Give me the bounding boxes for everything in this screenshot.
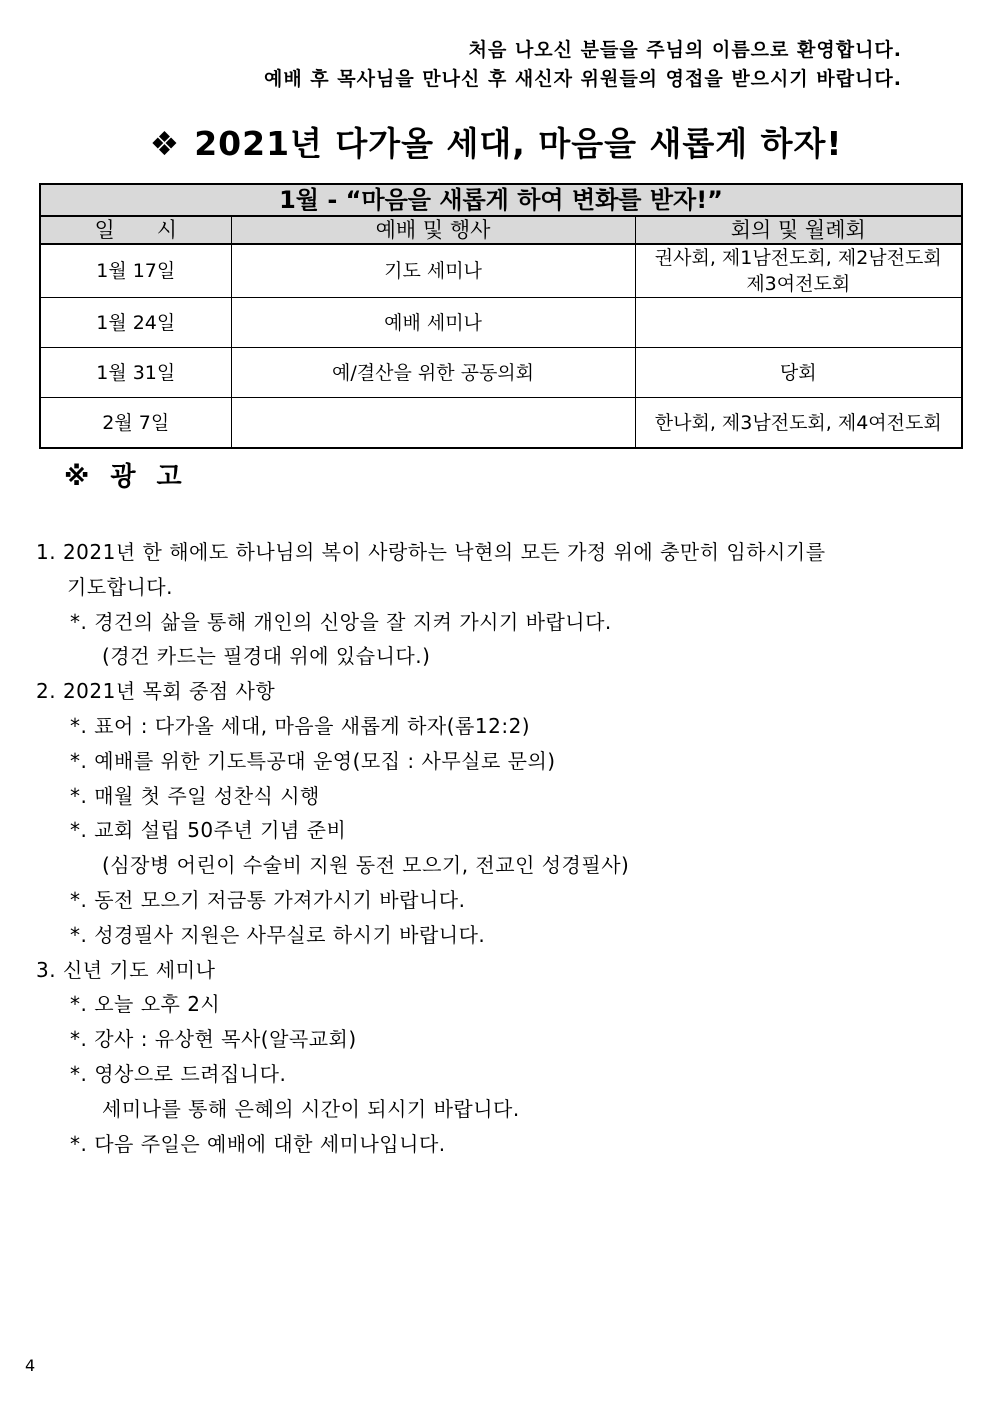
announcements-list: [36, 535, 946, 1161]
welcome-line-1: 처음 나오신 분들을 주님의 이름으로 환영합니다.: [468, 39, 902, 61]
schedule-table: [39, 183, 963, 449]
row-event: 예배 세미나: [231, 298, 635, 348]
announcement-item: 1. 2021년 한 해에도 하나님의 복이 사랑하는 낙현의 모든 가정 위에 충만히 임하시기를: [36, 540, 826, 564]
table-row: [40, 398, 962, 449]
announcement-subitem: *. 영상으로 드려집니다.: [70, 1061, 287, 1086]
header-meeting: 회의 및 월례회: [635, 216, 962, 244]
announcement-subitem-note: 세미나를 통해 은혜의 시간이 되시기 바랍니다.: [102, 1096, 520, 1121]
announcement-item: 2. 2021년 목회 중점 사항: [36, 679, 276, 704]
announcement-subitem: *. 교회 설립 50주년 기념 준비: [70, 818, 347, 843]
announcement-subitem: *. 성경필사 지원은 사무실로 하시기 바랍니다.: [70, 922, 486, 947]
announcement-subitem: *. 다음 주일은 예배에 대한 세미나입니다.: [70, 1131, 446, 1156]
table-row: [40, 348, 962, 398]
page-number: 4: [25, 1356, 36, 1375]
row-date: 1월 17일: [40, 244, 231, 298]
row-event: 기도 세미나: [231, 244, 635, 298]
diamond-bullet-icon: ❖: [149, 124, 181, 163]
announcement-subitem: *. 동전 모으기 저금통 가져가시기 바랍니다.: [70, 887, 466, 912]
row-meeting-line-2: 제3여전도회: [746, 273, 851, 295]
row-meeting: [635, 298, 962, 348]
welcome-notice: [264, 36, 902, 94]
page-title-text: 2021년 다가올 세대, 마음을 새롭게 하자!: [194, 124, 843, 163]
announcement-item-continued: 기도합니다.: [67, 574, 173, 599]
announcement-subitem: *. 표어 : 다가올 세대, 마음을 새롭게 하자(롬12:2): [70, 713, 531, 738]
row-meeting: 당회: [635, 348, 962, 398]
announcement-subitem: *. 강사 : 유상현 목사(알곡교회): [70, 1027, 357, 1052]
announcement-subitem: *. 매월 첫 주일 성찬식 시행: [70, 783, 320, 808]
welcome-line-2: 예배 후 목사님을 만나신 후 새신자 위원들의 영접을 받으시기 바랍니다.: [263, 68, 902, 90]
row-date: 1월 24일: [40, 298, 231, 348]
announcement-subitem: *. 예배를 위한 기도특공대 운영(모집 : 사무실로 문의): [70, 748, 556, 773]
row-date: 2월 7일: [40, 398, 231, 449]
schedule-banner-row: [40, 184, 962, 216]
announcement-subitem-note: (경건 카드는 필경대 위에 있습니다.): [102, 644, 431, 669]
announcement-item: 3. 신년 기도 세미나: [36, 957, 216, 982]
announcement-subitem-note: (심장병 어린이 수술비 지원 동전 모으기, 전교인 성경필사): [102, 853, 630, 878]
row-meeting: [635, 244, 962, 298]
table-row: [40, 298, 962, 348]
row-meeting-line-1: 권사회, 제1남전도회, 제2남전도회: [654, 247, 942, 269]
page-title: [0, 118, 992, 165]
table-row: [40, 244, 962, 298]
announcement-subitem: *. 오늘 오후 2시: [70, 992, 221, 1017]
schedule-header-row: [40, 216, 962, 244]
header-date: 일 시: [40, 216, 231, 244]
row-date: 1월 31일: [40, 348, 231, 398]
announcement-subitem: *. 경건의 삶을 통해 개인의 신앙을 잘 지켜 가시기 바랍니다.: [70, 609, 612, 634]
row-event: 예/결산을 위한 공동의회: [231, 348, 635, 398]
schedule-banner: 1월 - “마음을 새롭게 하여 변화를 받자!”: [40, 184, 962, 216]
header-event: 예배 및 행사: [231, 216, 635, 244]
announcements-title: ※ 광 고: [64, 462, 188, 492]
row-event: [231, 398, 635, 449]
row-meeting: 한나회, 제3남전도회, 제4여전도회: [635, 398, 962, 449]
